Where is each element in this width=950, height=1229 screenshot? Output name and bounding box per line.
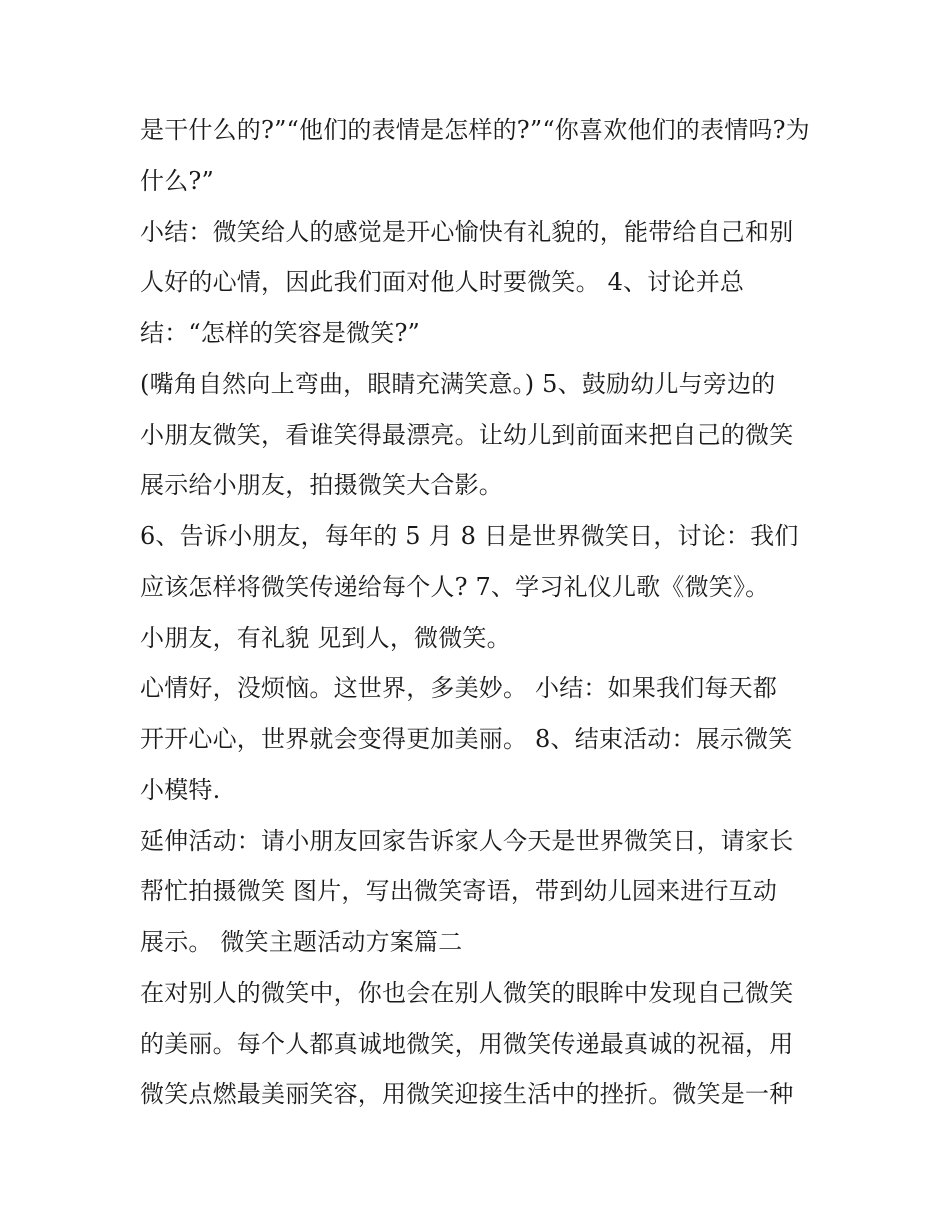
- text-line: 应该怎样将微笑传递给每个人? 7、学习礼仪儿歌《微笑》。: [140, 573, 770, 601]
- text-line: 小模特.: [140, 776, 221, 804]
- text-line: 6、告诉小朋友，每年的 5 月 8 日是世界微笑日，讨论：我们: [140, 522, 799, 550]
- text-line: 帮忙拍摄微笑 图片，写出微笑寄语，带到幼儿园来进行互动: [140, 877, 778, 905]
- text-line: 小朋友，有礼貌 见到人，微微笑。: [140, 624, 511, 652]
- text-line: 在对别人的微笑中，你也会在别人微笑的眼眸中发现自己微笑: [140, 979, 794, 1007]
- text-line: 心情好，没烦恼。这世界，多美妙。 小结：如果我们每天都: [140, 674, 778, 702]
- text-line: 开开心心，世界就会变得更加美丽。 8、结束活动：展示微笑: [140, 725, 793, 753]
- text-line: 延伸活动：请小朋友回家告诉家人今天是世界微笑日，请家长: [140, 827, 794, 855]
- text-line: 小朋友微笑，看谁笑得最漂亮。让幼儿到前面来把自己的微笑: [140, 421, 794, 449]
- text-line: (嘴角自然向上弯曲，眼睛充满笑意。) 5、鼓励幼儿与旁边的: [140, 370, 776, 398]
- text-line: 展示。 微笑主题活动方案篇二: [140, 928, 463, 956]
- text-line: 是干什么的?”“他们的表情是怎样的?”“你喜欢他们的表情吗?为: [140, 116, 810, 144]
- text-line: 结：“怎样的笑容是微笑?”: [140, 319, 421, 347]
- text-line: 什么?”: [140, 167, 214, 195]
- text-line: 微笑点燃最美丽笑容，用微笑迎接生活中的挫折。微笑是一种: [140, 1080, 794, 1108]
- text-line: 展示给小朋友，拍摄微笑大合影。: [140, 471, 503, 499]
- text-line: 人好的心情，因此我们面对他人时要微笑。 4、讨论并总: [140, 268, 745, 296]
- text-line: 小结：微笑给人的感觉是开心愉快有礼貌的，能带给自己和别: [140, 218, 794, 246]
- text-line: 的美丽。每个人都真诚地微笑，用微笑传递最真诚的祝福，用: [140, 1030, 794, 1058]
